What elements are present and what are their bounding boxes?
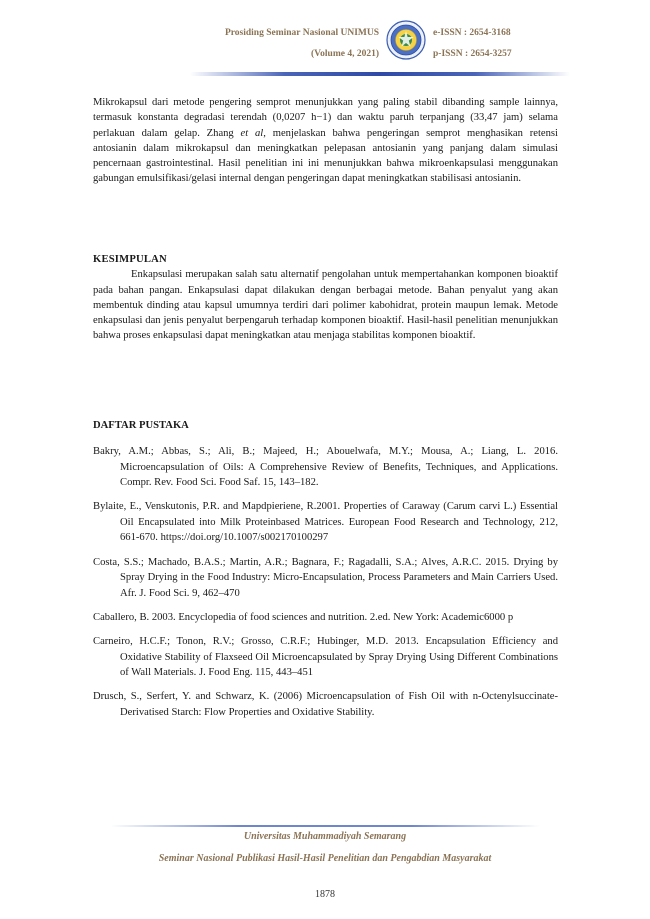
reference-item: Bylaite, E., Venskutonis, P.R. and Mapdpieriene, R.2001. Properties of Caraway (Carum carvi L.) Essential Oil Encapsulated into Milk Proteinbased Matrices. European Food Research and Technology, 212, 661-670. https://doi.org/10.1007/s002170100297 — [93, 501, 558, 544]
reference-item: Bakry, A.M.; Abbas, S.; Ali, B.; Majeed, H.; Abouelwafa, M.Y.; Mousa, A.; Liang, L. 2016. Microencapsulation of Oils: A Comprehensive Review of Benefits, Techniques, and Applications. Compr. Rev. Food Sci. Food Saf. 15, 143–182. — [93, 446, 558, 489]
e-issn: e-ISSN : 2654-3168 — [433, 28, 511, 38]
reference-item: Drusch, S., Serfert, Y. and Schwarz, K. (2006) Microencapsulation of Fish Oil with n-Octenylsuccinate-Derivatised Starch: Flow Properties and Oxidative Stability. — [93, 691, 558, 718]
conclusion-heading: KESIMPULAN — [93, 254, 167, 265]
intro-text-etal: et al — [240, 127, 264, 139]
proceedings-title — [225, 23, 379, 65]
reference-item: Carneiro, H.C.F.; Tonon, R.V.; Grosso, C.R.F.; Hubinger, M.D. 2013. Encapsulation Efficiency and Oxidative Stability of Flaxseed Oil Microencapsulated by Spray Drying Using Different Combinations of Wall Materials. J. Food Eng. 115, 443–451 — [93, 635, 558, 679]
page-number: 1878 — [315, 889, 335, 900]
p-issn: p-ISSN : 2654-3257 — [433, 49, 512, 59]
proceedings-name: Prosiding Seminar Nasional UNIMUS — [224, 28, 379, 38]
reference-item: Caballero, B. 2003. Encyclopedia of food sciences and nutrition. 2.ed. New York: Academic6000 p — [93, 611, 514, 623]
unimus-seal-icon — [386, 20, 426, 60]
conclusion-section — [93, 252, 558, 344]
footer-university: Universitas Muhammadiyah Semarang — [243, 831, 407, 842]
reference-item: Costa, S.S.; Machado, B.A.S.; Martin, A.R.; Bagnara, F.; Ragadalli, S.A.; Alves, A.R.C. 2015. Drying by Spray Drying in the Food Industry: Micro-Encapsulation, Process Parameters and Main Carriers Used. Afr. J. Food Sci. 9, 462–470 — [93, 556, 558, 599]
conclusion-paragraph: Enkapsulasi merupakan salah satu alternatif pengolahan untuk mempertahankan komponen bioaktif pada bahan pangan. Enkapsulasi dapat dilakukan dengan berbagai metode. Bahan penyalut yang akan membentuk dinding atau kapsul umumnya terdiri dari polimer kabohidrat, protein maupun lemak. Metode enkapsulasi dan jenis penyalut berpengaruh terhadap komponen bioaktif. Hasil-hasil penelitian menunjukkan bahwa proses enkapsulasi dapat meningkatkan atau menjaga stabilitas komponen bioaktif. — [93, 269, 558, 342]
footer-seminar-title: Seminar Nasional Publikasi Hasil-Hasil Penelitian dan Pengabdian Masyarakat — [158, 853, 492, 864]
footer-divider — [110, 825, 540, 827]
references-heading: DAFTAR PUSTAKA — [93, 420, 189, 431]
intro-paragraph — [93, 95, 558, 187]
intro-text-part2: , menjelaskan bahwa pengeringan semprot menghasikan retensi antosianin dalam mikrokapsul dan meningkatkan pelepasan antosianin yang panjang dalam simulasi pencernaan gastrointestinal. Hasil penelitian ini ini menunjukkan bahwa mikroenkapsulasi menggunakan gabungan emulsifikasi/gelasi internal dengan pengeringan dapat meningkatkan stabilisasi antosianin. — [93, 127, 558, 185]
proceedings-volume: (Volume 4, 2021) — [311, 49, 379, 59]
references-list — [93, 444, 558, 729]
header-divider — [190, 72, 570, 76]
page-header — [0, 0, 650, 80]
body-section — [93, 95, 558, 187]
issn-info — [433, 23, 512, 65]
intro-text-part1: Mikrokapsul dari metode pengering semprot menunjukkan yang paling stabil dibanding sample lainnya, termasuk konstanta degradasi terendah (0,0207 h−1) dan waktu paruh terpanjang (33,47 jam) selama perlakuan dalam gelap. Zhang — [93, 97, 558, 139]
